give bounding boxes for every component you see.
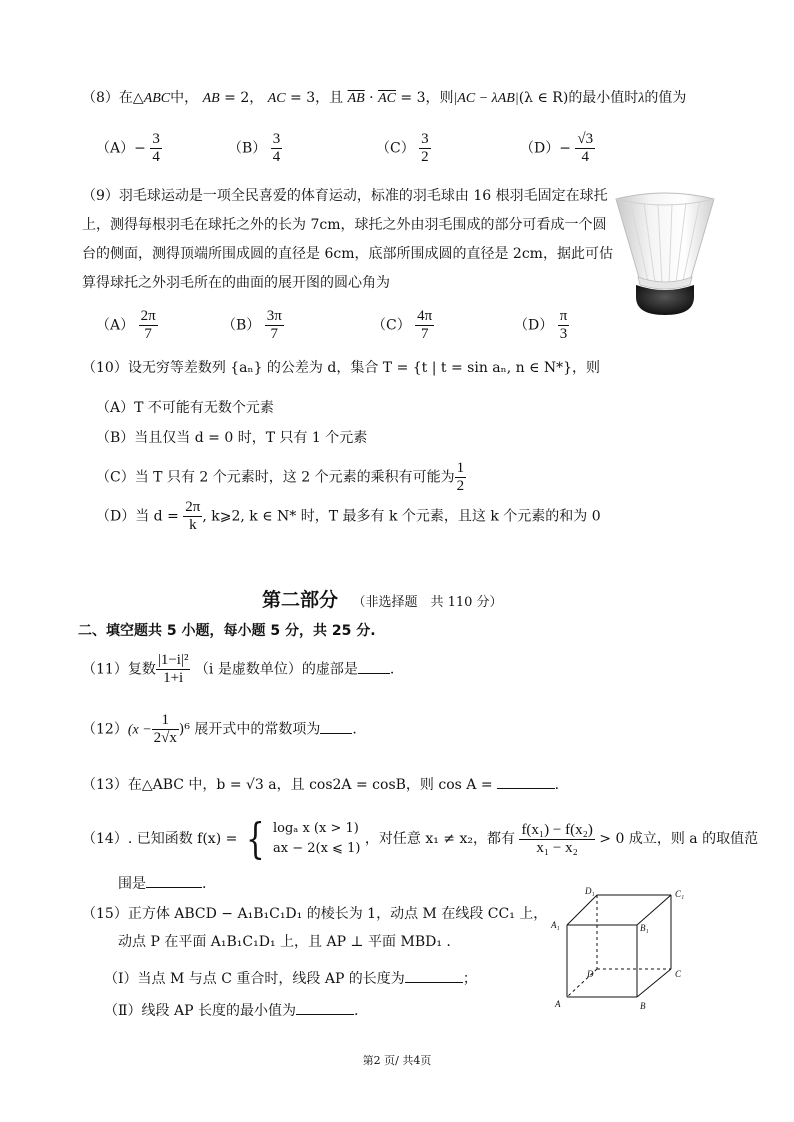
cube-label-a: A: [555, 999, 561, 1009]
q14-brace: {: [245, 814, 265, 863]
q8-option-a: （A）− $\frac{3}{4}$: [96, 131, 160, 165]
q10-option-c: （C）当 T 只有 2 个元素时，这 2 个元素的乘积有可能为 $\frac{1}{2}$: [96, 460, 465, 494]
q14-answer-blank[interactable]: [146, 873, 202, 888]
q10-option-d: （D）当 d = $\frac{2\pi}{k}$ , k⩾2, k ∈ N* 时，T 最多有 k 个元素，且这 k 个元素的和为 0: [96, 499, 601, 533]
q9-option-c: （C） $\frac{4\pi}{7}$: [372, 308, 433, 342]
q14: （14）. 已知函数 f(x) = { logₐ x (x > 1) ax − 2(x ⩽ 1) ，对任意 x₁ ≠ x₂，都有 $\frac{\text{f(x₁) − f(x₂)}}{\text{x₁ − x₂}}$ > 0 成立，则 a 的取值范: [82, 814, 759, 863]
cube-label-b1: B₁: [640, 923, 649, 933]
cube-label-a1: A₁: [551, 920, 560, 930]
q9-option-b: （B） $\frac{3\pi}{7}$: [222, 308, 282, 342]
q15-line-1: （15）正方体 ABCD − A₁B₁C₁D₁ 的棱长为 1，动点 M 在线段 CC₁ 上，: [82, 906, 548, 922]
q11: （11）复数 $\frac{\text{|1−i|²}}{1+i}$ （i 是虚数单位）的虚部是 .: [82, 652, 395, 686]
q9-line-4: 算得球托之外羽毛所在的曲面的展开图的圆心角为: [82, 275, 390, 291]
q13: （13）在△ABC 中，b = √3 a，且 cos2A = cosB，则 cos A = .: [82, 774, 559, 795]
cube-label-b: B: [640, 1001, 646, 1011]
q8-option-c: （C） $\frac{3}{2}$: [376, 131, 429, 165]
q15-part-1-answer-blank[interactable]: [405, 968, 463, 983]
q9-line-3: 台的侧面，测得顶端所围成圆的直径是 6cm，底部所围成圆的直径是 2cm，据此可估: [82, 246, 613, 262]
cube-label-d: D: [587, 969, 594, 979]
page-footer: 第2 页/ 共4页: [362, 1054, 432, 1067]
q10-option-b: （B）当且仅当 d = 0 时，T 只有 1 个元素: [96, 430, 368, 446]
q10-option-a: （A）T 不可能有无数个元素: [96, 400, 274, 416]
q9-option-a: （A） $\frac{2\pi}{7}$: [96, 308, 156, 342]
q12-answer-blank[interactable]: [320, 719, 352, 734]
shuttlecock-image: [610, 185, 720, 320]
q10-stem: （10）设无穷等差数列 {aₙ} 的公差为 d，集合 T = {t | t = sin aₙ, n ∈ N*}，则: [82, 360, 601, 376]
q9-line-1: （9）羽毛球运动是一项全民喜爱的体育运动，标准的羽毛球由 16 根羽毛固定在球托: [82, 188, 608, 204]
cube-label-c1: C₁: [675, 889, 685, 899]
q14-line-2: 围是 .: [118, 873, 206, 894]
cube-figure: [545, 885, 705, 1015]
q15-part-2-answer-blank[interactable]: [296, 1000, 354, 1015]
q15-part-1: （Ⅰ）当点 M 与点 C 重合时，线段 AP 的长度为 ；: [104, 968, 477, 989]
q9-line-2: 上，测得每根羽毛在球托之外的长为 7cm，球托之外由羽毛围成的部分可看成一个圆: [82, 217, 607, 233]
q15-part-2: （Ⅱ）线段 AP 长度的最小值为 .: [104, 1000, 358, 1021]
q8-option-b: （B） $\frac{3}{4}$: [228, 131, 281, 165]
cube-label-d1: D₁: [585, 886, 595, 896]
q14-case-2: ax − 2(x ⩽ 1): [273, 841, 361, 856]
part2-heading: 第二部分 （非选择题 共 110 分）: [262, 589, 503, 611]
q12: （12）(x − $\frac{1}{2√x}$ )⁶ 展开式中的常数项为 .: [82, 712, 357, 746]
q14-case-1: logₐ x (x > 1): [273, 821, 359, 836]
q11-answer-blank[interactable]: [358, 659, 390, 674]
section-fill-in-heading: 二、填空题共 5 小题，每小题 5 分，共 25 分.: [78, 623, 376, 639]
q9-option-d: （D） $\frac{\pi}{3}$: [514, 308, 568, 342]
q13-answer-blank[interactable]: [497, 774, 555, 789]
q8-stem: （8）在△ABC中， AB = 2， AC = 3，且 $\overline{AB} \cdot \overline{AC} = 3$，则|AC − λAB|(λ ∈ R)的最小值时λ的值为: [82, 90, 687, 106]
cube-label-c: C: [675, 969, 682, 979]
q15-line-2: 动点 P 在平面 A₁B₁C₁D₁ 上，且 AP ⊥ 平面 MBD₁ .: [118, 934, 451, 950]
q8-option-d: （D）− $\frac{√3}{4}$: [520, 131, 594, 165]
